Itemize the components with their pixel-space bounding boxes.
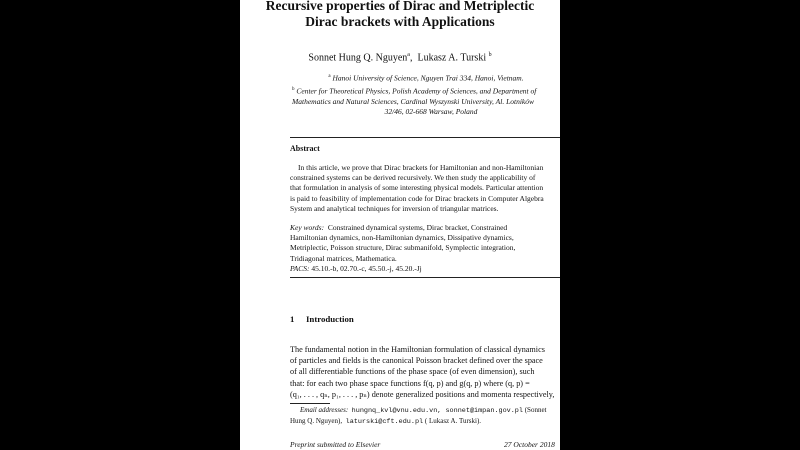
pacs-label: PACS:: [290, 263, 310, 273]
affiliation-b-line-1: Center for Theoretical Physics, Polish Academy of Sciences, and Department of: [296, 86, 537, 96]
affiliation-a: [292, 72, 560, 84]
keywords-block: [290, 223, 560, 274]
author-2-mark: b: [488, 52, 492, 58]
preprint-note: Preprint submitted to Elsevier: [290, 440, 381, 449]
affiliation-b: [292, 85, 560, 117]
keywords-line-3: Metriplectic, Poisson structure, Dirac submanifold, Symplectic integration,: [290, 243, 516, 253]
intro-line-3: of all differentiable functions of the phase space (of even dimension), such: [290, 367, 535, 377]
keywords-line-4: Tridiagonal matrices, Mathematica.: [290, 253, 397, 263]
abstract-line-1: In this article, we prove that Dirac brackets for Hamiltonian and non-Hamiltonian: [298, 163, 544, 172]
abstract-top-rule: [290, 137, 560, 138]
title-line-2: Dirac brackets with Applications: [305, 14, 495, 29]
footnote-line-2: Hung Q. Nguyen),: [290, 417, 343, 425]
abstract-line-2: constrained systems can be derived recursively. We then study the applicability of: [290, 173, 536, 183]
title-line-1: Recursive properties of Dirac and Metriplectic: [265, 0, 535, 13]
footnote-name-2: ( Lukasz A. Turski).: [424, 417, 482, 425]
author-1: Sonnet Hung Q. Nguyen: [308, 52, 408, 64]
intro-line-5: (q₁, . . . , qₙ, p₁, . . . , pₙ) denote generalized positions and momenta respectively,: [290, 389, 555, 399]
intro-line-1: The fundamental notion in the Hamiltonian formulation of classical dynamics: [290, 345, 545, 354]
intro-line-4: that: for each two phase space functions f(q, p) and g(q, p) where (q, p) =: [290, 378, 530, 388]
introduction-text: [290, 344, 560, 400]
keywords-label: Key words:: [290, 223, 325, 232]
abstract-line-4: is paid to feasibility of implementation code for Dirac brackets in Computer Algebra: [290, 193, 544, 203]
author-2: Lukasz A. Turski: [417, 52, 487, 64]
affiliation-b-line-2: Mathematics and Natural Sciences, Cardinal Wyszynski University, Al. Lotników: [292, 96, 534, 106]
pacs-value: 45.10.-b, 02.70.-c, 45.50.-j, 45.20.-Jj: [311, 263, 422, 273]
intro-line-2: of particles and fields is the canonical Poisson bracket defined over the space: [290, 356, 543, 366]
author-1-mark: a: [407, 52, 410, 58]
affiliation-a-text: Hanoi University of Science, Nguyen Trai 334, Hanoi, Vietnam.: [332, 73, 524, 83]
section-heading: [290, 314, 354, 324]
footnote-email-2[interactable]: laturski@cft.edu.pl: [345, 418, 424, 426]
paper-title: [240, 0, 560, 30]
abstract-bottom-rule: [290, 277, 560, 278]
abstract-heading: Abstract: [290, 144, 320, 153]
section-title: Introduction: [306, 314, 354, 324]
abstract-text: [290, 163, 560, 214]
affiliation-b-line-3: 32/46, 02-668 Warsaw, Poland: [384, 106, 478, 116]
section-number: 1: [290, 314, 295, 324]
preprint-date: 27 October 2018: [504, 440, 555, 449]
footnote: [290, 405, 560, 427]
author-list: Sonnet Hung Q. Nguyen$^a$, Lukasz A. Turski $^b$: [308, 52, 492, 64]
footnote-rule: [290, 403, 330, 404]
footnote-label: Email addresses:: [300, 406, 349, 414]
footnote-email-1[interactable]: hungnq_kvl@vnu.edu.vn, sonnet@impan.gov.pl: [351, 407, 523, 415]
footnote-name-1: (Sonnet: [524, 406, 547, 414]
keywords-line-2: Hamiltonian dynamics, non-Hamiltonian dynamics, Dissipative dynamics,: [290, 233, 514, 243]
paper-page: [240, 0, 560, 450]
affiliation-a-mark: a: [328, 74, 331, 79]
abstract-line-3: that formulation in analysis of some interesting physical models. Particular attention: [290, 183, 544, 193]
abstract-line-5: System and analytical techniques for inversion of triangular matrices.: [290, 203, 499, 213]
keywords-line-1: Constrained dynamical systems, Dirac bracket, Constrained: [327, 223, 508, 232]
affiliation-b-mark: b: [292, 87, 295, 92]
